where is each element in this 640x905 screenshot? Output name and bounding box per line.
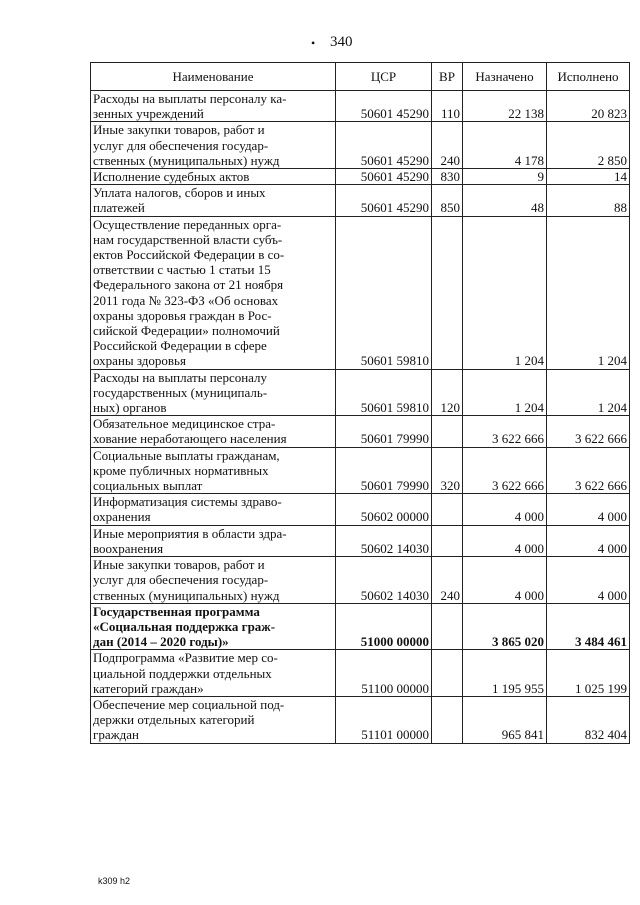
row-name: Подпрограмма «Развитие мер со- циальной поддержки отдельных категорий граждан»	[91, 650, 336, 697]
table-row	[91, 185, 630, 216]
row-executed: 3 484 461	[547, 603, 630, 650]
table-row	[91, 650, 630, 697]
row-assigned: 22 138	[463, 91, 547, 122]
row-assigned: 4 178	[463, 122, 547, 169]
row-executed: 2 850	[547, 122, 630, 169]
row-csr: 51000 00000	[336, 603, 432, 650]
row-name: Информатизация системы здраво- охранения	[91, 494, 336, 525]
table-header-row	[91, 63, 630, 91]
row-vr: 830	[432, 169, 463, 185]
header-vr: ВР	[432, 63, 463, 91]
table-body	[91, 91, 630, 744]
header-assigned: Назначено	[463, 63, 547, 91]
row-assigned: 9	[463, 169, 547, 185]
row-vr: 320	[432, 447, 463, 494]
row-name: Осуществление переданных орга- нам государственной власти субъ- ектов Российской Федерации в со- ответствии с частью 1 статьи 15 Федерального закона от 21 ноября 2011 года № 323-ФЗ «Об основах охраны здоровья граждан в Рос- сийской Федерации» полномочий Российской Федерации в сфере охраны здоровья	[91, 216, 336, 369]
header-csr: ЦСР	[336, 63, 432, 91]
row-csr: 50602 14030	[336, 525, 432, 556]
row-executed: 1 204	[547, 216, 630, 369]
table-row	[91, 216, 630, 369]
table-row	[91, 696, 630, 743]
row-assigned: 1 204	[463, 216, 547, 369]
row-name: Исполнение судебных актов	[91, 169, 336, 185]
table-row	[91, 447, 630, 494]
row-csr: 50602 00000	[336, 494, 432, 525]
header-name: Наименование	[91, 63, 336, 91]
row-vr	[432, 603, 463, 650]
row-name: Обязательное медицинское стра- хование неработающего населения	[91, 416, 336, 447]
budget-table	[90, 62, 630, 744]
table-row	[91, 416, 630, 447]
row-csr: 51100 00000	[336, 650, 432, 697]
row-executed: 4 000	[547, 557, 630, 604]
row-vr: 120	[432, 369, 463, 416]
row-csr: 50601 79990	[336, 416, 432, 447]
table-row	[91, 603, 630, 650]
row-assigned: 3 865 020	[463, 603, 547, 650]
row-assigned: 3 622 666	[463, 416, 547, 447]
row-vr	[432, 525, 463, 556]
row-executed: 832 404	[547, 696, 630, 743]
row-vr	[432, 216, 463, 369]
header-executed: Исполнено	[547, 63, 630, 91]
row-assigned: 48	[463, 185, 547, 216]
row-executed: 3 622 666	[547, 416, 630, 447]
row-vr	[432, 650, 463, 697]
row-assigned: 4 000	[463, 525, 547, 556]
row-assigned: 3 622 666	[463, 447, 547, 494]
table-row	[91, 122, 630, 169]
row-name: Социальные выплаты гражданам, кроме публичных нормативных социальных выплат	[91, 447, 336, 494]
row-executed: 3 622 666	[547, 447, 630, 494]
row-csr: 50601 45290	[336, 169, 432, 185]
row-vr	[432, 494, 463, 525]
row-executed: 1 204	[547, 369, 630, 416]
table-row	[91, 369, 630, 416]
row-csr: 50601 45290	[336, 122, 432, 169]
row-executed: 4 000	[547, 525, 630, 556]
row-executed: 88	[547, 185, 630, 216]
row-assigned: 1 195 955	[463, 650, 547, 697]
row-name: Иные мероприятия в области здра- воохранения	[91, 525, 336, 556]
page-number: 340	[330, 34, 353, 50]
row-csr: 50601 59810	[336, 369, 432, 416]
row-assigned: 1 204	[463, 369, 547, 416]
row-csr: 51101 00000	[336, 696, 432, 743]
row-name: Расходы на выплаты персоналу государственных (муниципаль- ных) органов	[91, 369, 336, 416]
row-csr: 50601 45290	[336, 185, 432, 216]
row-vr: 240	[432, 557, 463, 604]
row-csr: 50601 45290	[336, 91, 432, 122]
row-vr: 240	[432, 122, 463, 169]
row-vr	[432, 416, 463, 447]
row-name: Обеспечение мер социальной под- держки отдельных категорий граждан	[91, 696, 336, 743]
table-row	[91, 494, 630, 525]
row-vr: 850	[432, 185, 463, 216]
row-assigned: 4 000	[463, 494, 547, 525]
table-row	[91, 557, 630, 604]
row-executed: 14	[547, 169, 630, 185]
stray-mark: •	[311, 36, 316, 50]
table-row	[91, 525, 630, 556]
row-name: Иные закупки товаров, работ и услуг для обеспечения государ- ственных (муниципальных) нужд	[91, 557, 336, 604]
row-executed: 20 823	[547, 91, 630, 122]
row-name: Расходы на выплаты персоналу ка- зенных учреждений	[91, 91, 336, 122]
row-assigned: 4 000	[463, 557, 547, 604]
row-name: Иные закупки товаров, работ и услуг для обеспечения государ- ственных (муниципальных) нужд	[91, 122, 336, 169]
row-vr	[432, 696, 463, 743]
row-name: Уплата налогов, сборов и иных платежей	[91, 185, 336, 216]
row-vr: 110	[432, 91, 463, 122]
row-csr: 50601 59810	[336, 216, 432, 369]
table-row	[91, 91, 630, 122]
row-name: Государственная программа «Социальная поддержка граж- дан (2014 – 2020 годы)»	[91, 603, 336, 650]
row-csr: 50602 14030	[336, 557, 432, 604]
row-executed: 1 025 199	[547, 650, 630, 697]
row-csr: 50601 79990	[336, 447, 432, 494]
table-row	[91, 169, 630, 185]
footer-code: k309 h2	[98, 876, 131, 886]
row-executed: 4 000	[547, 494, 630, 525]
row-assigned: 965 841	[463, 696, 547, 743]
